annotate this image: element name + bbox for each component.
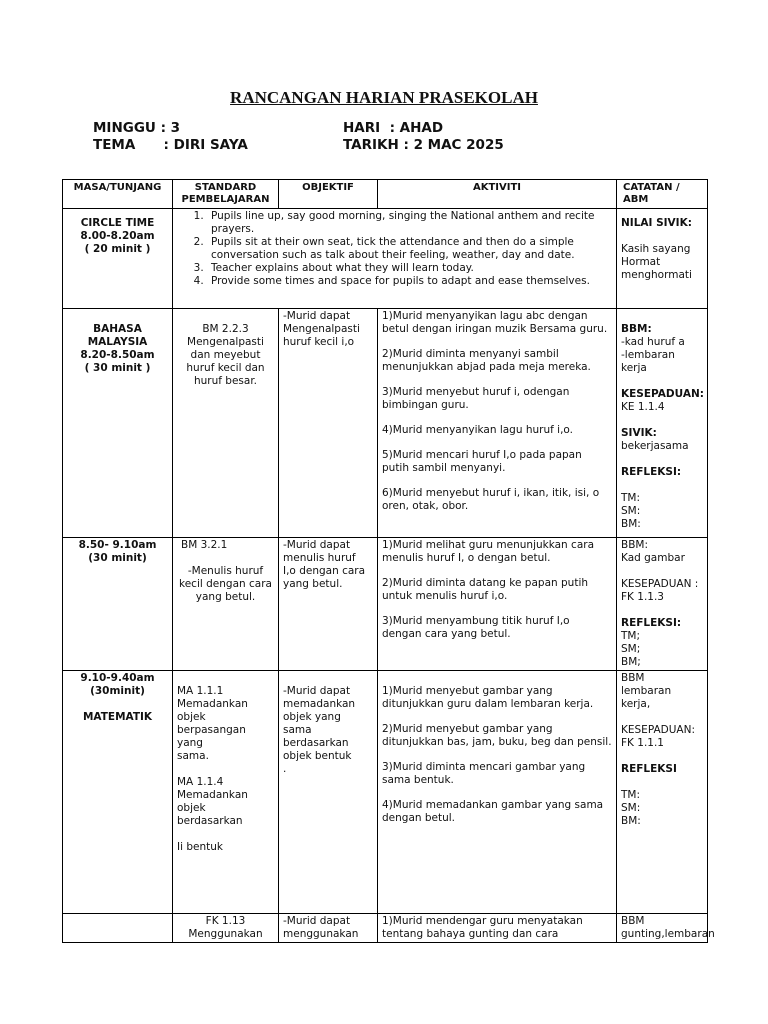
aktiviti-item: 1)Murid menyebut gambar yang ditunjukkan guru dalam lembaran kerja.: [382, 685, 594, 710]
objektif-cell: [279, 309, 378, 538]
catatan-line: bekerjasama: [621, 440, 689, 452]
catatan-line: [621, 310, 703, 323]
page-title: RANCANGAN HARIAN PRASEKOLAH: [230, 88, 538, 107]
objektif-line: berdasarkan: [283, 737, 349, 749]
catatan-line: FK 1.1.3: [621, 591, 664, 603]
column-header: CATATAN / ABM: [617, 180, 708, 209]
standard-line: kecil dengan cara: [179, 578, 272, 590]
minggu-label: MINGGU : 3: [93, 120, 181, 136]
objektif-line: .: [283, 763, 287, 775]
catatan-line: Kasih sayang: [621, 243, 691, 255]
lesson-plan-table: [62, 179, 715, 943]
masa-line: 8.20-8.50am: [80, 349, 155, 361]
catatan-line: BBM:: [621, 539, 649, 551]
standard-line: [177, 310, 274, 323]
catatan-line: BBM:: [621, 323, 652, 335]
catatan-line: [621, 604, 703, 617]
catatan-cell: [617, 209, 708, 309]
column-header: OBJEKTIF: [279, 180, 378, 209]
aktiviti-item: 2)Murid diminta datang ke papan putih untuk menulis huruf i,o.: [382, 577, 589, 602]
aktiviti-item: 5)Murid mencari huruf I,o pada papan putih sambil menyanyi.: [382, 449, 582, 474]
circle-time-list: [177, 210, 612, 288]
catatan-cell: [617, 309, 708, 538]
standard-line: Ii bentuk: [177, 841, 223, 853]
catatan-line: TM;: [621, 630, 641, 642]
catatan-line: SM:: [621, 802, 641, 814]
list-item: 1. Pupils line up, say good morning, singing the National anthem and recite prayers.: [207, 210, 612, 236]
hari-label: HARI : AHAD: [343, 120, 444, 136]
aktiviti-item: 2)Murid diminta menyanyi sambil menunjukkan abjad pada meja mereka.: [382, 348, 591, 373]
objektif-line: [283, 672, 373, 685]
catatan-line: SM;: [621, 643, 641, 655]
aktiviti-item: 3)Murid menyebut huruf i, odengan bimbingan guru.: [382, 386, 570, 411]
masa-cell: [63, 309, 173, 538]
catatan-line: -lembaran kerja: [621, 349, 675, 374]
aktiviti-cell: [173, 209, 617, 309]
masa-line: BAHASA: [93, 323, 142, 335]
aktiviti-item: 2)Murid menyebut gambar yang ditunjukkan bas, jam, buku, beg dan pensil.: [382, 723, 612, 748]
objektif-cell: [279, 914, 378, 943]
catatan-line: [621, 565, 703, 578]
standard-line: objek: [177, 711, 206, 723]
table-header-row: [63, 180, 708, 209]
standard-line: FK 1.13: [205, 915, 246, 927]
catatan-line: -kad huruf a: [621, 336, 685, 348]
column-header: STANDARD PEMBELAJARAN: [173, 180, 279, 209]
catatan-line: REFLEKSI:: [621, 466, 682, 478]
aktiviti-cell: [378, 538, 617, 671]
standard-line: [177, 672, 274, 685]
standard-line: [177, 552, 274, 565]
aktiviti-cell: [378, 914, 617, 943]
catatan-line: gunting,lembaran: [621, 928, 715, 940]
masa-line: MATEMATIK: [82, 711, 153, 723]
catatan-line: REFLEKSI:: [621, 617, 682, 629]
aktiviti-item: 3)Murid diminta mencari gambar yang sama bentuk.: [382, 761, 586, 786]
table-row: [63, 671, 708, 914]
objektif-line: objek bentuk: [283, 750, 352, 762]
list-item: 4. Provide some times and space for pupils to adapt and ease themselves.: [207, 275, 612, 288]
catatan-line: KESEPADUAN:: [621, 388, 704, 400]
standard-cell: [173, 309, 279, 538]
table-row: [63, 309, 708, 538]
list-item: 2. Pupils sit at their own seat, tick the attendance and then do a simple conversation such as talk about their feeling, weather, day and date.: [207, 236, 612, 262]
catatan-line: FK 1.1.1: [621, 737, 664, 749]
catatan-line: [621, 414, 703, 427]
catatan-line: TM:: [621, 789, 641, 801]
catatan-line: BM:: [621, 815, 641, 827]
standard-line: MA 1.1.1: [177, 685, 224, 697]
objektif-line: -Murid dapat: [283, 685, 351, 697]
catatan-line: REFLEKSI: [621, 763, 677, 775]
standard-cell: [173, 914, 279, 943]
masa-line: CIRCLE TIME: [80, 217, 155, 229]
standard-line: huruf besar.: [193, 375, 258, 387]
standard-line: huruf kecil dan: [186, 362, 265, 374]
masa-cell: [63, 209, 173, 309]
standard-line: Memadankan: [177, 789, 248, 801]
catatan-line: [621, 453, 703, 466]
standard-line: BM 2.2.3: [202, 323, 249, 335]
catatan-line: KESEPADUAN:: [621, 724, 696, 736]
catatan-line: BBM: [621, 915, 645, 927]
masa-cell: [63, 914, 173, 943]
table-row: [63, 209, 708, 309]
tarikh-label: TARIKH : 2 MAC 2025: [343, 137, 504, 153]
catatan-line: [621, 776, 703, 789]
catatan-line: NILAI SIVIK:: [621, 217, 692, 229]
catatan-line: menghormati: [621, 269, 692, 281]
standard-line: Memadankan: [177, 698, 248, 710]
standard-line: [177, 763, 274, 776]
catatan-line: Kad gambar: [621, 552, 685, 564]
objektif-cell: [279, 538, 378, 671]
objektif-line: Mengenalpasti: [283, 323, 360, 335]
aktiviti-item: 3)Murid menyambung titik huruf I,o dengan cara yang betul.: [382, 615, 570, 640]
catatan-line: SIVIK:: [621, 427, 657, 439]
aktiviti-cell: [378, 309, 617, 538]
objektif-line: sama: [283, 724, 312, 736]
objektif-line: huruf kecil i,o: [283, 336, 355, 348]
standard-line: objek: [177, 802, 206, 814]
column-header: AKTIVITI: [378, 180, 617, 209]
aktiviti-item: 4)Murid menyanyikan lagu huruf i,o.: [382, 424, 573, 436]
masa-line: 9.10-9.40am: [80, 672, 155, 684]
masa-line: ( 20 minit ): [84, 243, 151, 255]
catatan-line: [621, 750, 703, 763]
objektif-line: -Murid dapat: [283, 539, 351, 551]
catatan-line: BBM: [621, 672, 645, 684]
catatan-line: [621, 375, 703, 388]
standard-line: sama.: [177, 750, 209, 762]
catatan-line: KE 1.1.4: [621, 401, 665, 413]
objektif-line: yang betul.: [283, 578, 343, 590]
aktiviti-item: 1)Murid menyanyikan lagu abc dengan betul dengan iringan muzik Bersama guru.: [382, 310, 608, 335]
catatan-line: [621, 230, 703, 243]
aktiviti-item: 1)Murid melihat guru menunjukkan cara menulis huruf I, o dengan betul.: [382, 539, 595, 564]
masa-line: [67, 698, 168, 711]
catatan-line: [621, 711, 703, 724]
catatan-line: TM:: [621, 492, 641, 504]
tema-label: TEMA : DIRI SAYA: [93, 137, 248, 153]
objektif-line: I,o dengan cara: [283, 565, 366, 577]
catatan-line: Hormat: [621, 256, 661, 268]
aktiviti-item: 6)Murid menyebut huruf i, ikan, itik, isi, o oren, otak, obor.: [382, 487, 600, 512]
standard-cell: [173, 538, 279, 671]
masa-line: 8.50- 9.10am: [78, 539, 157, 551]
masa-cell: [63, 671, 173, 914]
standard-line: berpasangan yang: [177, 724, 246, 749]
table-row: [63, 914, 708, 943]
catatan-line: BM;: [621, 656, 641, 668]
masa-line: ( 30 minit ): [84, 362, 151, 374]
objektif-line: menulis huruf: [283, 552, 356, 564]
list-item: 3. Teacher explains about what they will learn today.: [207, 262, 612, 275]
table-row: [63, 538, 708, 671]
objektif-line: -Murid dapat: [283, 310, 351, 322]
catatan-line: BM:: [621, 518, 641, 530]
aktiviti-cell: [378, 671, 617, 914]
masa-line: 8.00-8.20am: [80, 230, 155, 242]
standard-line: Mengenalpasti: [187, 336, 264, 348]
catatan-line: lembaran kerja,: [621, 685, 672, 710]
catatan-line: KESEPADUAN :: [621, 578, 699, 590]
standard-line: [177, 828, 274, 841]
standard-line: dan meyebut: [190, 349, 261, 361]
masa-line: (30 minit): [88, 552, 147, 564]
standard-line: yang betul.: [195, 591, 256, 603]
standard-line: berdasarkan: [177, 815, 243, 827]
masa-line: (30minit): [90, 685, 145, 697]
masa-line: MALAYSIA: [87, 336, 148, 348]
catatan-cell: [617, 914, 715, 943]
column-header: MASA/TUNJANG: [63, 180, 173, 209]
objektif-line: objek yang: [283, 711, 341, 723]
objektif-line: menggunakan: [283, 928, 359, 940]
catatan-line: SM:: [621, 505, 641, 517]
objektif-cell: [279, 671, 378, 914]
standard-line: Menggunakan: [188, 928, 263, 940]
aktiviti-item: 4)Murid memadankan gambar yang sama dengan betul.: [382, 799, 604, 824]
aktiviti-item: 1)Murid mendengar guru menyatakan tentang bahaya gunting dan cara: [382, 915, 583, 940]
catatan-cell: [617, 538, 708, 671]
catatan-line: [621, 479, 703, 492]
standard-line: MA 1.1.4: [177, 776, 224, 788]
standard-line: BM 3.2.1: [181, 539, 228, 551]
standard-line: -Menulis huruf: [187, 565, 264, 577]
objektif-line: memadankan: [283, 698, 356, 710]
objektif-line: -Murid dapat: [283, 915, 351, 927]
standard-cell: [173, 671, 279, 914]
catatan-cell: [617, 671, 708, 914]
masa-cell: [63, 538, 173, 671]
